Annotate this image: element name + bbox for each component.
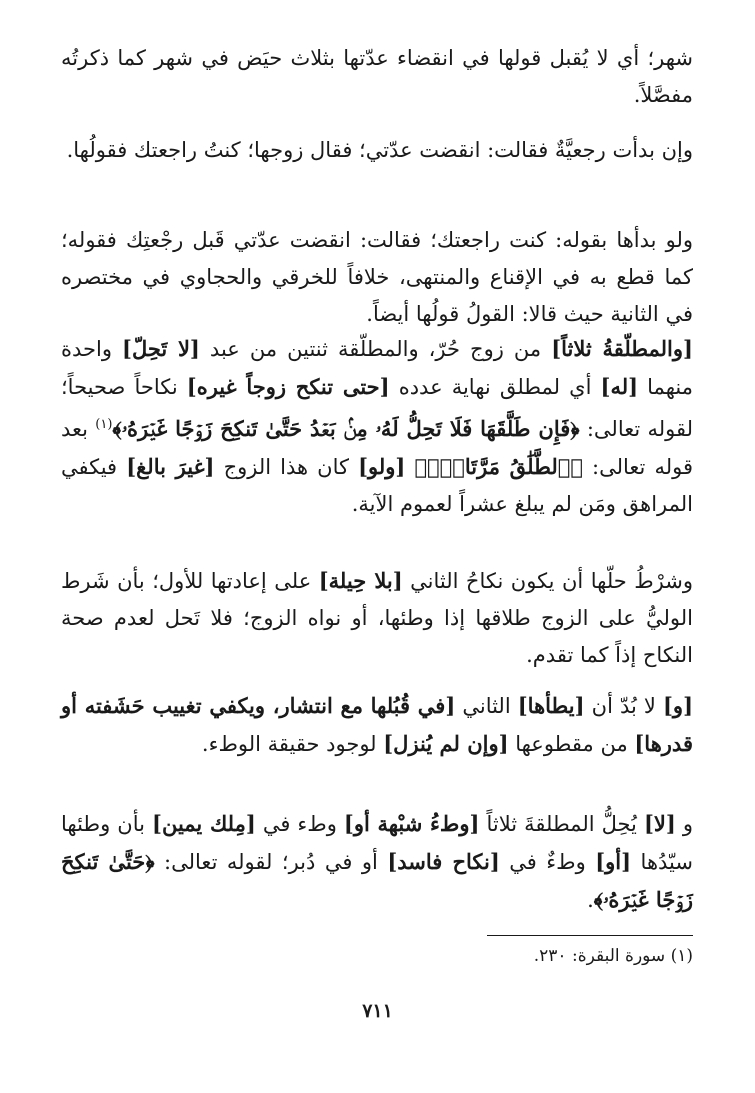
sharh-text: شهر؛ أي لا يُقبل قولها في انقضاء عدّتها بثلاث حيَض في شهر كما ذكرتُه مفصَّلاً.	[61, 46, 693, 107]
paragraph-5	[61, 562, 693, 674]
quran-verse: ﴿ٱلطَّلَٰقُ مَرَّتَانِۖ﴾	[414, 454, 583, 479]
sharh-text: و	[675, 812, 693, 836]
sharh-text: نكاحاً صحيحاً؛ لقوله تعالى:	[61, 375, 693, 441]
matn-text: [أو]	[595, 849, 632, 874]
paragraph-3	[61, 222, 693, 333]
matn-text: [غيرَ بالغ]	[126, 454, 215, 479]
matn-text: [يطأها]	[517, 693, 585, 718]
matn-text: [في قُبُلها مع انتشار، ويكفي تغييب حَشَفته أو قدرها]	[61, 693, 693, 756]
sharh-text: أو في دُبر؛ لقوله تعالى:	[154, 850, 388, 874]
matn-text: [مِلك يمين]	[152, 811, 256, 836]
paragraph-7	[61, 805, 693, 919]
matn-text: [لا تَحِلّ]	[122, 336, 200, 361]
page-number: ٧١١	[362, 1000, 393, 1022]
matn-text: [نكاح فاسد]	[387, 849, 500, 874]
paragraph-6	[61, 687, 693, 763]
sharh-text: كان هذا الزوج	[214, 455, 359, 479]
book-page	[0, 40, 755, 1093]
sharh-text: الثاني	[455, 694, 518, 718]
sharh-text: وإن بدأت رجعيَّةٌ فقالت: انقضت عدّتي؛ فقال زوجها؛ كنتُ راجعتك فقولُها.	[66, 138, 693, 162]
matn-text: [بلا حِيلة]	[318, 568, 403, 593]
matn-text: [وطءُ شبْهة أو]	[343, 811, 480, 836]
sharh-text: وطءٌ في	[499, 850, 596, 874]
matn-text: [حتى تنكح زوجاً غيره]	[186, 374, 390, 399]
matn-text: [لا]	[643, 811, 676, 836]
paragraph-4	[61, 330, 693, 523]
quran-verse: ﴿حَتَّىٰ تَنكِحَ زَوۡجًا غَيۡرَهُۥ﴾	[61, 849, 693, 912]
sharh-text: من مقطوعها	[508, 732, 635, 756]
matn-text: [و]	[663, 693, 694, 718]
sharh-text: من زوج حُرّ، والمطلّقة ثنتين من عبد	[199, 337, 552, 361]
footnote-rule	[487, 935, 693, 936]
footnote: (١) سورة البقرة: ٢٣٠.	[533, 946, 693, 966]
sharh-text: لوجود حقيقة الوطء.	[201, 732, 384, 756]
quran-verse: ﴿فَإِن طَلَّقَهَا فَلَا تَحِلُّ لَهُۥ مِنۢ بَعۡدُ حَتَّىٰ تَنكِحَ زَوۡجًا غَيۡرَهُۥ﴾	[112, 416, 580, 441]
sharh-text: لا بُدّ أن	[584, 694, 663, 718]
sharh-text: .	[587, 888, 594, 912]
matn-text: [وإن لم يُنزل]	[383, 731, 509, 756]
sharh-text: واحدة منهما	[61, 337, 693, 399]
sharh-text: بعد قوله تعالى:	[61, 417, 694, 479]
sharh-text: يُحِلُّ المطلقةَ ثلاثاً	[479, 812, 644, 836]
sharh-text: وطء في	[255, 812, 344, 836]
sharh-text: بأن وطئها سيّدُها	[61, 812, 693, 874]
matn-text: [ولو]	[358, 454, 406, 479]
sharh-text: على إعادتها للأول؛ بأن شَرط الوليُّ على الزوج طلاقها إذا وطئها، أو نواه الزوج؛ فلا تَحل لعدم صحة النكاح إذاً كما تقدم.	[61, 569, 693, 667]
matn-text: [له]	[600, 374, 639, 399]
sharh-text: ولو بدأها بقوله: كنت راجعتك؛ فقالت: انقضت عدّتي قَبل رجْعتِك فقوله؛ كما قطع به في الإقناع والمنتهى، خلافاً للخرقي والحجاوي في مختصره في الثانية حيث قالا: القولُ قولُها أيضاً.	[61, 228, 693, 326]
paragraph-1	[61, 40, 693, 114]
sharh-text: أي لمطلق نهاية عدده	[389, 375, 601, 399]
sharh-text: فيكفي المراهق ومَن لم يبلغ عشراً لعموم الآية.	[61, 455, 693, 516]
footnote-marker: (١)	[95, 417, 113, 432]
matn-text: [والمطلّقةُ ثلاثاً]	[551, 336, 693, 361]
paragraph-2	[61, 132, 693, 169]
sharh-text: وشرْطُ حلّها أن يكون نكاحُ الثاني	[402, 569, 693, 593]
